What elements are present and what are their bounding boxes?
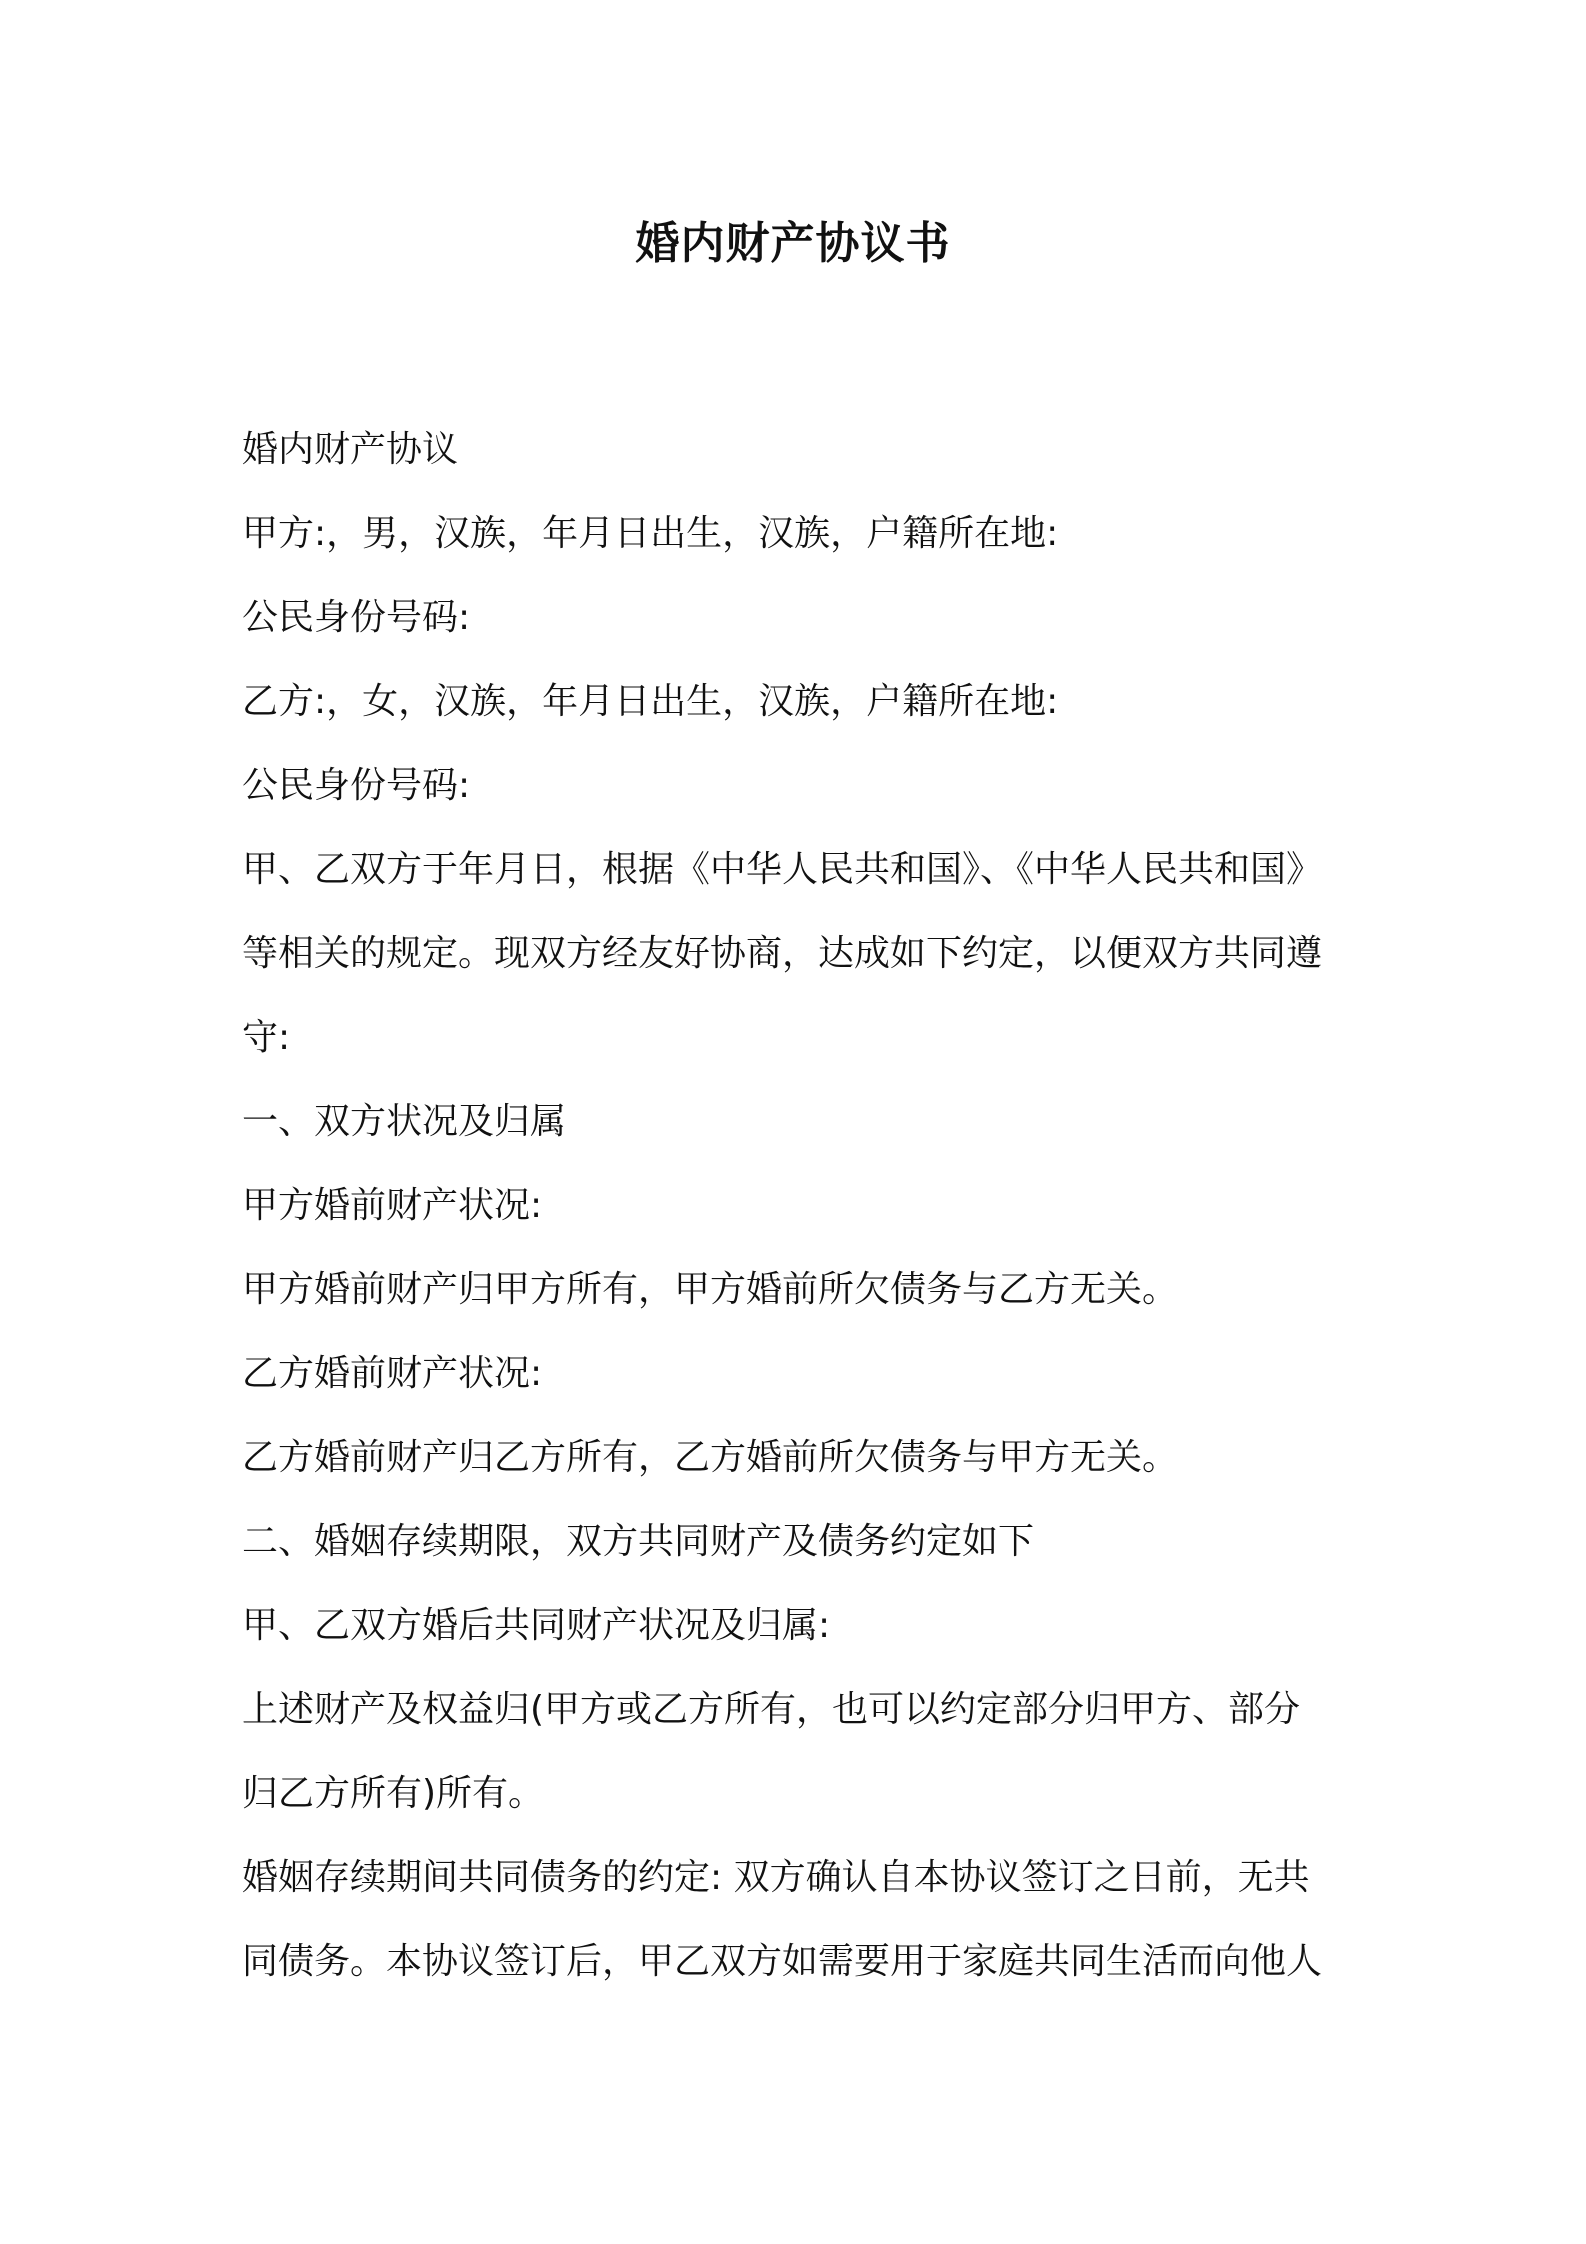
party-a-id: 公民身份号码: [242, 597, 471, 638]
section-heading-1: 一、双方状况及归属 [242, 1101, 567, 1142]
party-b-premarital-heading: 乙方婚前财产状况: [242, 1353, 543, 1394]
document-title: 婚内财产协议书 [635, 218, 951, 269]
subtitle-line: 婚内财产协议 [242, 429, 459, 470]
party-b-info: 乙方:，女，汉族，年月日出生，汉族，户籍所在地: [242, 681, 1059, 722]
party-a-info: 甲方:，男，汉族，年月日出生，汉族，户籍所在地: [242, 513, 1059, 554]
document-body [242, 408, 1354, 2004]
party-a-premarital-heading: 甲方婚前财产状况: [242, 1185, 543, 1226]
preamble-line-1: 甲、乙双方于年月日，根据《中华人民共和国》、《中华人民共和国》 [242, 849, 1323, 890]
joint-debt-text-1: 婚姻存续期间共同债务的约定: 双方确认自本协议签订之日前，无共 [242, 1857, 1310, 1898]
party-b-premarital-text: 乙方婚前财产归乙方所有，乙方婚前所欠债务与甲方无关。 [242, 1437, 1179, 1478]
section-heading-2: 二、婚姻存续期限，双方共同财产及债务约定如下 [242, 1521, 1035, 1562]
preamble-line-3: 守: [242, 1017, 291, 1058]
joint-debt-text-2: 同债务。本协议签订后，甲乙双方如需要用于家庭共同生活而向他人 [242, 1941, 1323, 1982]
party-b-id: 公民身份号码: [242, 765, 471, 806]
party-a-premarital-text: 甲方婚前财产归甲方所有，甲方婚前所欠债务与乙方无关。 [242, 1269, 1179, 1310]
joint-property-text-1: 上述财产及权益归(甲方或乙方所有，也可以约定部分归甲方、部分 [242, 1689, 1301, 1730]
joint-property-heading: 甲、乙双方婚后共同财产状况及归属: [242, 1605, 831, 1646]
preamble-line-2: 等相关的规定。现双方经友好协商，达成如下约定，以便双方共同遵 [242, 933, 1323, 974]
joint-property-text-2: 归乙方所有)所有。 [242, 1773, 545, 1814]
